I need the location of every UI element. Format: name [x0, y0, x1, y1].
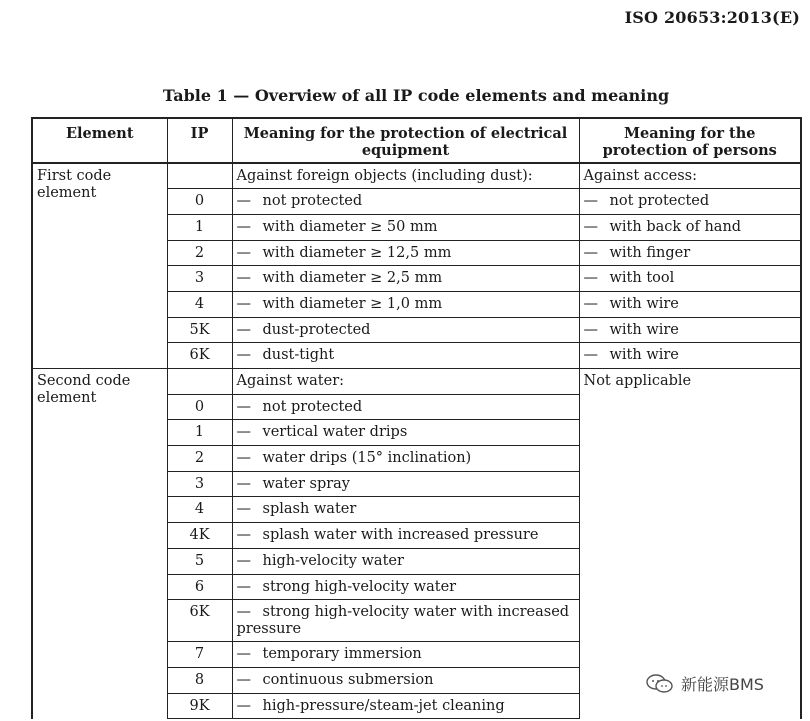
meaning-text: splash water: [262, 501, 357, 518]
ip-cell: 7: [167, 642, 232, 668]
meaning-cell: [232, 291, 579, 317]
dash: —: [583, 270, 598, 287]
meaning-cell: [232, 189, 579, 215]
table-header-row: [32, 118, 801, 163]
meaning-text: not protected: [609, 193, 710, 210]
dash: —: [236, 501, 251, 518]
ip-cell: 0: [167, 189, 232, 215]
watermark-text: 新能源BMS: [681, 675, 764, 694]
meaning-cell: [232, 420, 579, 446]
meaning-text: with tool: [609, 270, 675, 287]
meaning-cell: [232, 693, 579, 719]
equipment-intro: Against water:: [232, 369, 579, 395]
meaning-text: continuous submersion: [262, 671, 434, 688]
watermark: [645, 672, 764, 695]
meaning-text: water drips (15° inclination): [262, 450, 472, 467]
ip-cell: 5K: [167, 317, 232, 343]
dash: —: [583, 218, 598, 235]
meaning-text: strong high-velocity water: [262, 578, 457, 595]
ip-cell: 9K: [167, 693, 232, 719]
ip-cell: 5: [167, 548, 232, 574]
header-ip: IP: [167, 118, 232, 163]
ip-cell: 6: [167, 574, 232, 600]
table-row: [32, 163, 801, 189]
meaning-cell: [232, 446, 579, 472]
meaning-text: with diameter ≥ 12,5 mm: [262, 244, 452, 261]
meaning-text: splash water with increased pressure: [262, 527, 539, 544]
dash: —: [236, 244, 251, 261]
document-id: ISO 20653:2013(E): [624, 8, 800, 27]
meaning-text: with finger: [609, 244, 691, 261]
dash: —: [236, 552, 251, 569]
dash: —: [236, 646, 251, 663]
meaning-cell: [232, 574, 579, 600]
meaning-text: with diameter ≥ 50 mm: [262, 218, 438, 235]
meaning-cell: [579, 240, 801, 266]
table-caption: Table 1 — Overview of all IP code elements and meaning: [162, 86, 670, 105]
meaning-cell: [232, 471, 579, 497]
ip-cell: 2: [167, 240, 232, 266]
ip-cell: [167, 163, 232, 189]
ip-cell: 1: [167, 214, 232, 240]
dash: —: [236, 398, 251, 415]
wechat-icon: [645, 673, 675, 695]
meaning-text: with back of hand: [609, 218, 742, 235]
ip-cell: 6K: [167, 343, 232, 369]
persons-intro: Against access:: [579, 163, 801, 189]
meaning-text: high-pressure/steam-jet cleaning: [262, 697, 505, 714]
dash: —: [236, 424, 251, 441]
dash: —: [236, 527, 251, 544]
ip-cell: 4: [167, 497, 232, 523]
dash: —: [236, 321, 251, 338]
dash: —: [236, 218, 251, 235]
dash: —: [236, 193, 251, 210]
meaning-text: not protected: [262, 193, 363, 210]
dash: —: [236, 295, 251, 312]
ip-cell: 0: [167, 394, 232, 420]
meaning-cell: [232, 343, 579, 369]
equipment-intro: Against foreign objects (including dust):: [232, 163, 579, 189]
dash: —: [583, 295, 598, 312]
meaning-text: not protected: [262, 398, 363, 415]
ip-cell: [167, 369, 232, 395]
ip-code-table: [31, 117, 802, 719]
ip-cell: 8: [167, 667, 232, 693]
meaning-text: strong high-velocity water with increased pressure: [236, 604, 570, 638]
ip-cell: 4: [167, 291, 232, 317]
meaning-cell: [232, 394, 579, 420]
dash: —: [236, 270, 251, 287]
meaning-text: with wire: [609, 321, 679, 338]
meaning-text: water spray: [262, 475, 350, 492]
dash: —: [236, 475, 251, 492]
meaning-text: dust-protected: [262, 321, 371, 338]
dash: —: [583, 347, 598, 364]
dash: —: [583, 193, 598, 210]
meaning-cell: [232, 667, 579, 693]
dash: —: [236, 578, 251, 595]
ip-cell: 3: [167, 471, 232, 497]
dash: —: [236, 604, 251, 621]
ip-cell: 4K: [167, 523, 232, 549]
meaning-cell: [232, 642, 579, 668]
meaning-cell: [579, 266, 801, 292]
header-persons: Meaning for the protection of persons: [579, 118, 801, 163]
meaning-text: with wire: [609, 295, 679, 312]
ip-cell: 3: [167, 266, 232, 292]
meaning-cell: [232, 600, 579, 642]
meaning-text: high-velocity water: [262, 552, 404, 569]
meaning-text: with diameter ≥ 2,5 mm: [262, 270, 443, 287]
ip-cell: 2: [167, 446, 232, 472]
meaning-cell: [579, 291, 801, 317]
element-second: Second code element: [32, 369, 167, 719]
meaning-text: with wire: [609, 347, 679, 364]
meaning-cell: [232, 497, 579, 523]
meaning-cell: [579, 189, 801, 215]
meaning-cell: [232, 317, 579, 343]
dash: —: [236, 697, 251, 714]
dash: —: [236, 347, 251, 364]
meaning-cell: [579, 343, 801, 369]
dash: —: [236, 671, 251, 688]
ip-cell: 6K: [167, 600, 232, 642]
header-equipment: Meaning for the protection of electrical equipment: [232, 118, 579, 163]
meaning-cell: [232, 548, 579, 574]
meaning-cell: [232, 240, 579, 266]
header-element: Element: [32, 118, 167, 163]
meaning-cell: [579, 214, 801, 240]
dash: —: [583, 321, 598, 338]
meaning-text: vertical water drips: [262, 424, 408, 441]
meaning-cell: [579, 317, 801, 343]
meaning-text: temporary immersion: [262, 646, 422, 663]
element-first: First code element: [32, 163, 167, 369]
meaning-text: dust-tight: [262, 347, 335, 364]
ip-cell: 1: [167, 420, 232, 446]
meaning-cell: [232, 214, 579, 240]
meaning-text: with diameter ≥ 1,0 mm: [262, 295, 443, 312]
table-row: [32, 369, 801, 395]
dash: —: [236, 450, 251, 467]
persons-not-applicable: Not applicable: [579, 369, 801, 719]
meaning-cell: [232, 523, 579, 549]
meaning-cell: [232, 266, 579, 292]
dash: —: [583, 244, 598, 261]
